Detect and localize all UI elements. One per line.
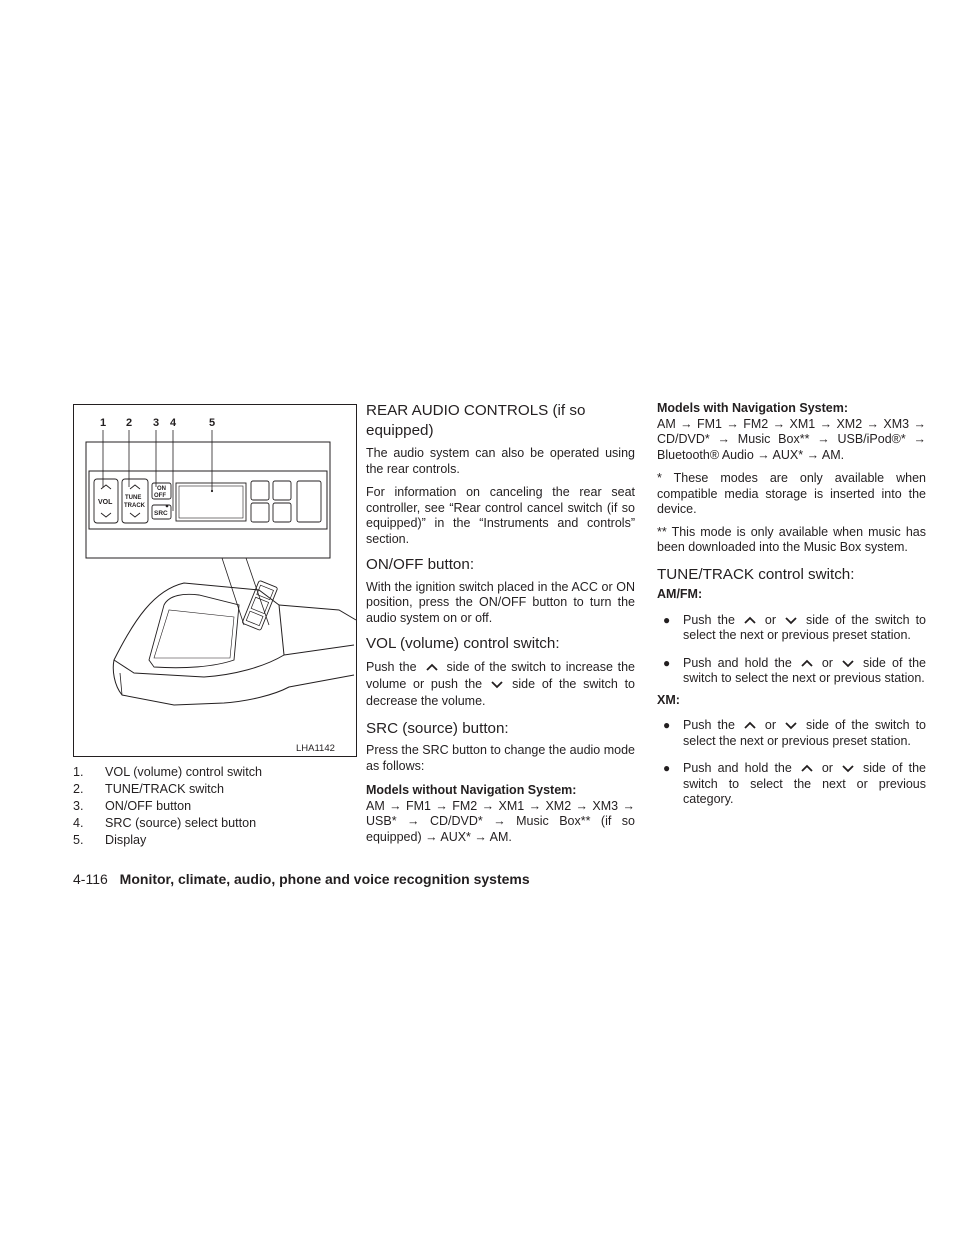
bullet: ●	[663, 761, 671, 776]
callout-1: 1	[100, 417, 107, 429]
chevron-up-icon	[417, 659, 447, 676]
caption-item: 2. TUNE/TRACK switch	[73, 782, 224, 796]
nav-sequence: AM → FM1 → FM2 → XM1 → XM2 → XM3 → CD/DVD* → Music Box** → USB/iPod®* → Bluetooth® Audio → AUX* → AM.	[657, 416, 926, 462]
vol-heading: VOL (volume) control switch:	[366, 635, 560, 652]
on-label: ON	[157, 486, 166, 492]
chevron-up-icon	[792, 656, 822, 672]
chevron-down-icon	[833, 656, 863, 672]
figure-id: LHA1142	[296, 743, 335, 754]
chevron-down-icon	[776, 718, 806, 734]
caption-item: 5. Display	[73, 833, 147, 847]
callout-2: 2	[126, 417, 133, 429]
callout-3: 3	[153, 417, 160, 429]
onoff-heading: ON/OFF button:	[366, 556, 475, 573]
nav-heading: Models with Navigation System:	[657, 401, 849, 415]
list-item: ● Push and hold the or side of the switch to select the next or previous category.	[663, 761, 926, 807]
page-number: 4-116	[73, 871, 108, 887]
tune-label: TUNE	[125, 495, 142, 501]
figure-captions	[73, 764, 262, 849]
amfm-label: AM/FM:	[657, 587, 703, 601]
bullet: ●	[663, 655, 671, 670]
page-footer	[73, 871, 530, 887]
no-nav-sequence: AM → FM1 → FM2 → XM1 → XM2 → XM3 → USB* → CD/DVD* → Music Box** (if so equipped) → AUX* → AM.	[366, 798, 635, 844]
xm-label: XM:	[657, 692, 680, 707]
chevron-up-icon	[735, 718, 765, 734]
vol-text: Push the side of the switch to increase the volume or push the side of the switch to decrease the volume.	[366, 659, 636, 708]
rear-controls-illustration	[74, 405, 358, 758]
off-label: OFF	[154, 493, 166, 499]
bullet: ●	[663, 718, 671, 733]
list-item: ● Push the or side of the switch to select the next or previous preset station.	[663, 612, 927, 643]
track-label: TRACK	[124, 503, 145, 509]
chevron-down-icon	[833, 761, 863, 777]
caption-item: 4. SRC (source) select button	[73, 816, 257, 830]
chevron-down-icon	[482, 676, 512, 693]
chevron-up-icon	[792, 761, 822, 777]
intro-paragraph: The audio system can also be operated using the rear controls.	[366, 446, 635, 476]
caption-item: 3. ON/OFF button	[73, 799, 192, 813]
cancel-paragraph: For information on canceling the rear seat controller, see “Rear control cancel switch (if so equipped)” in the “Instruments and controls” section.	[366, 485, 635, 546]
right-column	[657, 401, 926, 808]
callout-5: 5	[209, 417, 216, 429]
middle-column	[366, 401, 635, 845]
chevron-down-icon	[776, 613, 806, 629]
src-label: SRC	[154, 510, 168, 517]
bullet: ●	[663, 612, 671, 627]
section-title: REAR AUDIO CONTROLS (if so equipped)	[366, 402, 586, 439]
list-item: ● Push the or side of the switch to select the next or previous preset station.	[663, 718, 927, 748]
note-2: ** This mode is only available when music has been downloaded into the Music Box system.	[657, 524, 926, 554]
list-item: ● Push and hold the or side of the switch to select the next or previous station.	[663, 655, 926, 686]
caption-item: 1. VOL (volume) control switch	[73, 765, 263, 779]
no-nav-heading: Models without Navigation System:	[366, 783, 577, 798]
onoff-text: With the ignition switch placed in the ACC or ON position, press the ON/OFF button to turn the audio system on or off.	[366, 579, 635, 625]
callout-4: 4	[170, 417, 177, 429]
rear-controls-figure	[73, 404, 357, 757]
note-1: * These modes are only available when compatible media storage is inserted into the device.	[657, 471, 926, 516]
tune-heading: TUNE/TRACK control switch:	[657, 565, 855, 583]
src-text: Press the SRC button to change the audio mode as follows:	[366, 743, 635, 773]
vol-label: VOL	[98, 499, 113, 506]
src-heading: SRC (source) button:	[366, 719, 509, 737]
chapter-title: Monitor, climate, audio, phone and voice recognition systems	[119, 871, 530, 887]
chevron-up-icon	[735, 613, 765, 629]
